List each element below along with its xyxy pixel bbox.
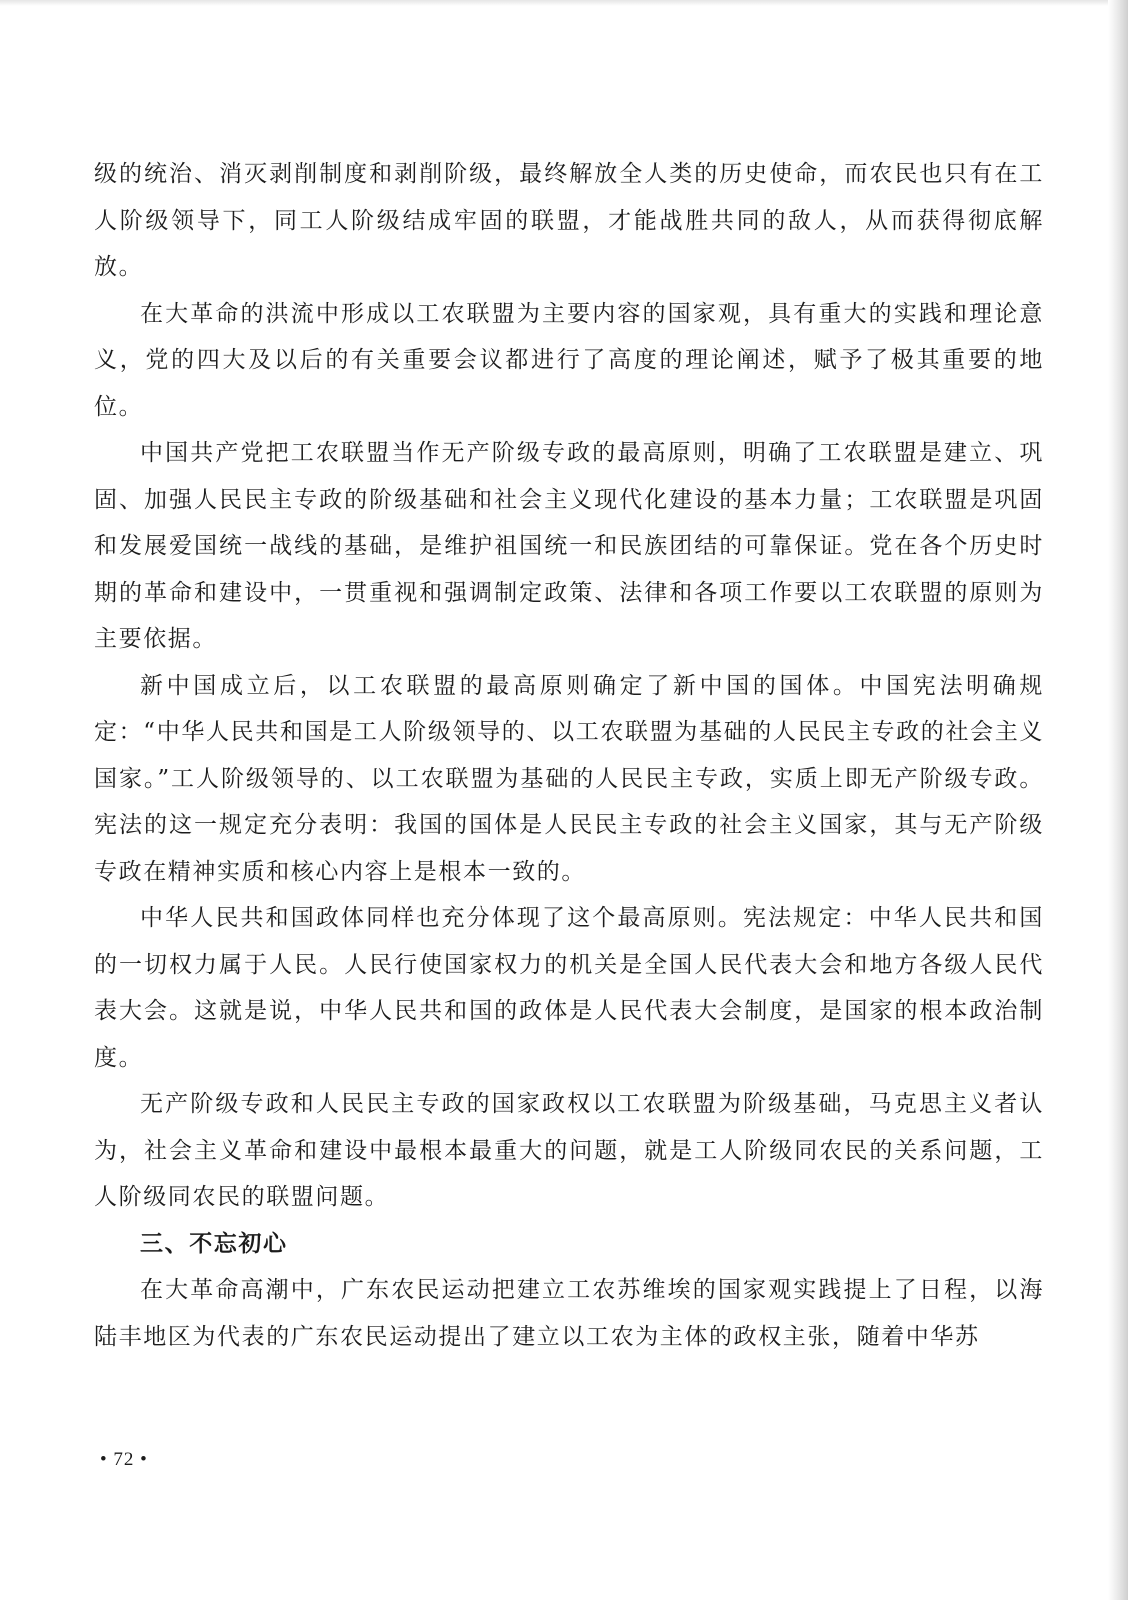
scan-edge-right — [1108, 0, 1128, 1600]
page-body — [94, 151, 1044, 1360]
paragraph: 新中国成立后，以工农联盟的最高原则确定了新中国的国体。中国宪法明确规定：“中华人民共和国是工人阶级领导的、以工农联盟为基础的人民民主专政的社会主义国家。”工人阶级领导的、以工农联盟为基础的人民民主专政，实质上即无产阶级专政。宪法的这一规定充分表明：我国的国体是人民民主专政的社会主义国家，其与无产阶级专政在精神实质和核心内容上是根本一致的。 — [94, 672, 1044, 885]
paragraph: 无产阶级专政和人民民主专政的国家政权以工农联盟为阶级基础，马克思主义者认为，社会主义革命和建设中最根本最重大的问题，就是工人阶级同农民的关系问题，工人阶级同农民的联盟问题。 — [94, 1091, 1044, 1210]
paragraph: 在大革命的洪流中形成以工农联盟为主要内容的国家观，具有重大的实践和理论意义，党的四大及以后的有关重要会议都进行了高度的理论阐述，赋予了极其重要的地位。 — [94, 300, 1044, 420]
paragraph: 在大革命高潮中，广东农民运动把建立工农苏维埃的国家观实践提上了日程，以海陆丰地区为代表的广东农民运动提出了建立以工农为主体的政权主张，随着中华苏 — [94, 1277, 1044, 1350]
paragraph: 中国共产党把工农联盟当作无产阶级专政的最高原则，明确了工农联盟是建立、巩固、加强人民民主专政的阶级基础和社会主义现代化建设的基本力量；工农联盟是巩固和发展爱国统一战线的基础，是维护祖国统一和民族团结的可靠保证。党在各个历史时期的革命和建设中，一贯重视和强调制定政策、法律和各项工作要以工农联盟的原则为主要依据。 — [94, 440, 1044, 652]
scan-edge-top — [0, 0, 1128, 6]
paragraph-continued: 级的统治、消灭剥削制度和剥削阶级，最终解放全人类的历史使命，而农民也只有在工人阶级领导下，同工人阶级结成牢固的联盟，才能战胜共同的敌人，从而获得彻底解放。 — [94, 161, 1044, 280]
section-heading: 三、不忘初心 — [140, 1230, 288, 1257]
paragraph: 中华人民共和国政体同样也充分体现了这个最高原则。宪法规定：中华人民共和国的一切权力属于人民。人民行使国家权力的机关是全国人民代表大会和地方各级人民代表大会。这就是说，中华人民共和国的政体是人民代表大会制度，是国家的根本政治制度。 — [94, 905, 1044, 1071]
page-number: • 72 • — [100, 1449, 148, 1470]
